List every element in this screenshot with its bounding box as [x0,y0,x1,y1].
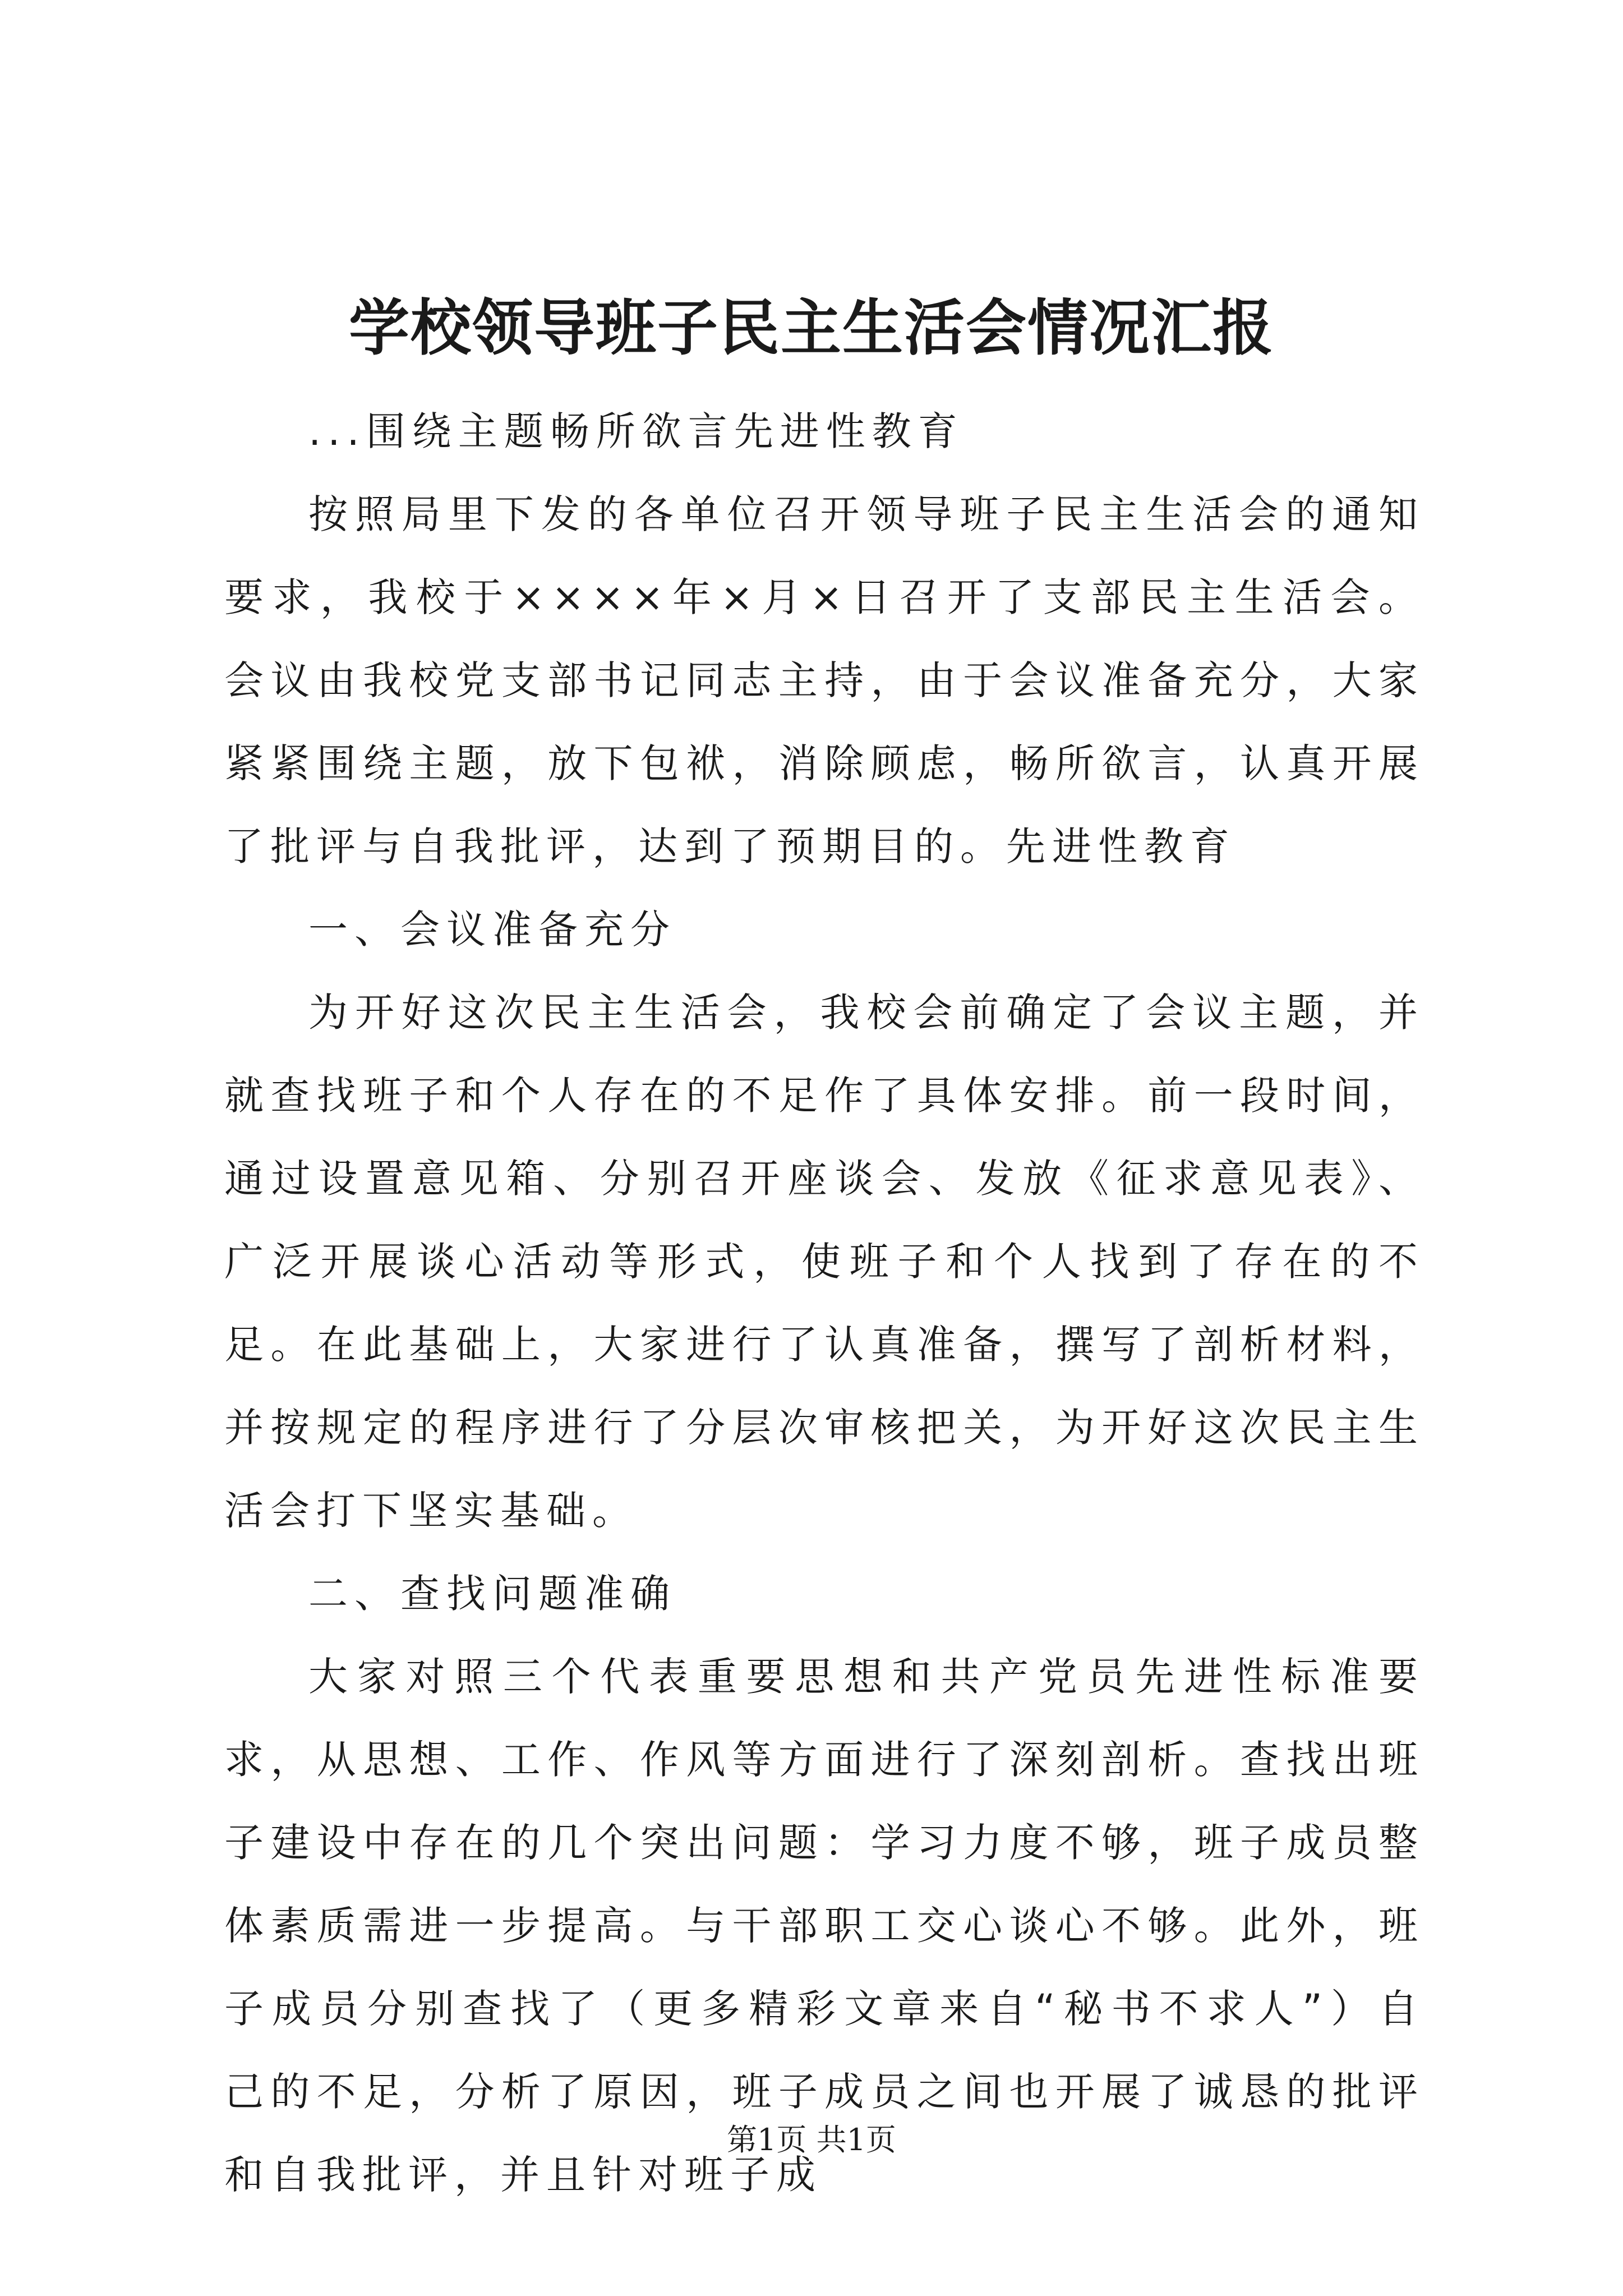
paragraph-intro: 按照局里下发的各单位召开领导班子民主生活会的通知要求，我校于××××年×月×日召开了支部民主生活会。会议由我校党支部书记同志主持，由于会议准备充分，大家紧紧围绕主题，放下包袱，消除顾虑，畅所欲言，认真开展了批评与自我批评，达到了预期目的。先进性教育 [224,491,1424,869]
section-heading-preparation: 一、会议准备充分 [308,907,676,953]
document-title: 学校领导班子民主生活会情况汇报 [348,293,1274,364]
document-body [224,390,1424,2216]
page-footer: 第1页 共1页 [727,2122,896,2157]
paragraph-subtitle: ...围绕主题畅所欲言先进性教育 [308,408,964,454]
section-heading-problems: 二、查找问题准确 [308,1571,676,1617]
paragraph-preparation: 为开好这次民主生活会，我校会前确定了会议主题，并就查找班子和个人存在的不足作了具体安排。前一段时间，通过设置意见箱、分别召开座谈会、发放《征求意见表》、广泛开展谈心活动等形式，使班子和个人找到了存在的不足。在此基础上，大家进行了认真准备，撰写了剖析材料，并按规定的程序进行了分层次审核把关，为开好这次民主生活会打下坚实基础。 [224,990,1424,1534]
paragraph-problems: 大家对照三个代表重要思想和共产党员先进性标准要求，从思想、工作、作风等方面进行了深刻剖析。查找出班子建设中存在的几个突出问题：学习力度不够，班子成员整体素质需进一步提高。与干部职工交心谈心不够。此外，班子成员分别查找了（更多精彩文章来自“秘书不求人”）自己的不足，分析了原因，班子成员之间也开展了诚恳的批评和自我批评，并且针对班子成 [224,1654,1424,2198]
